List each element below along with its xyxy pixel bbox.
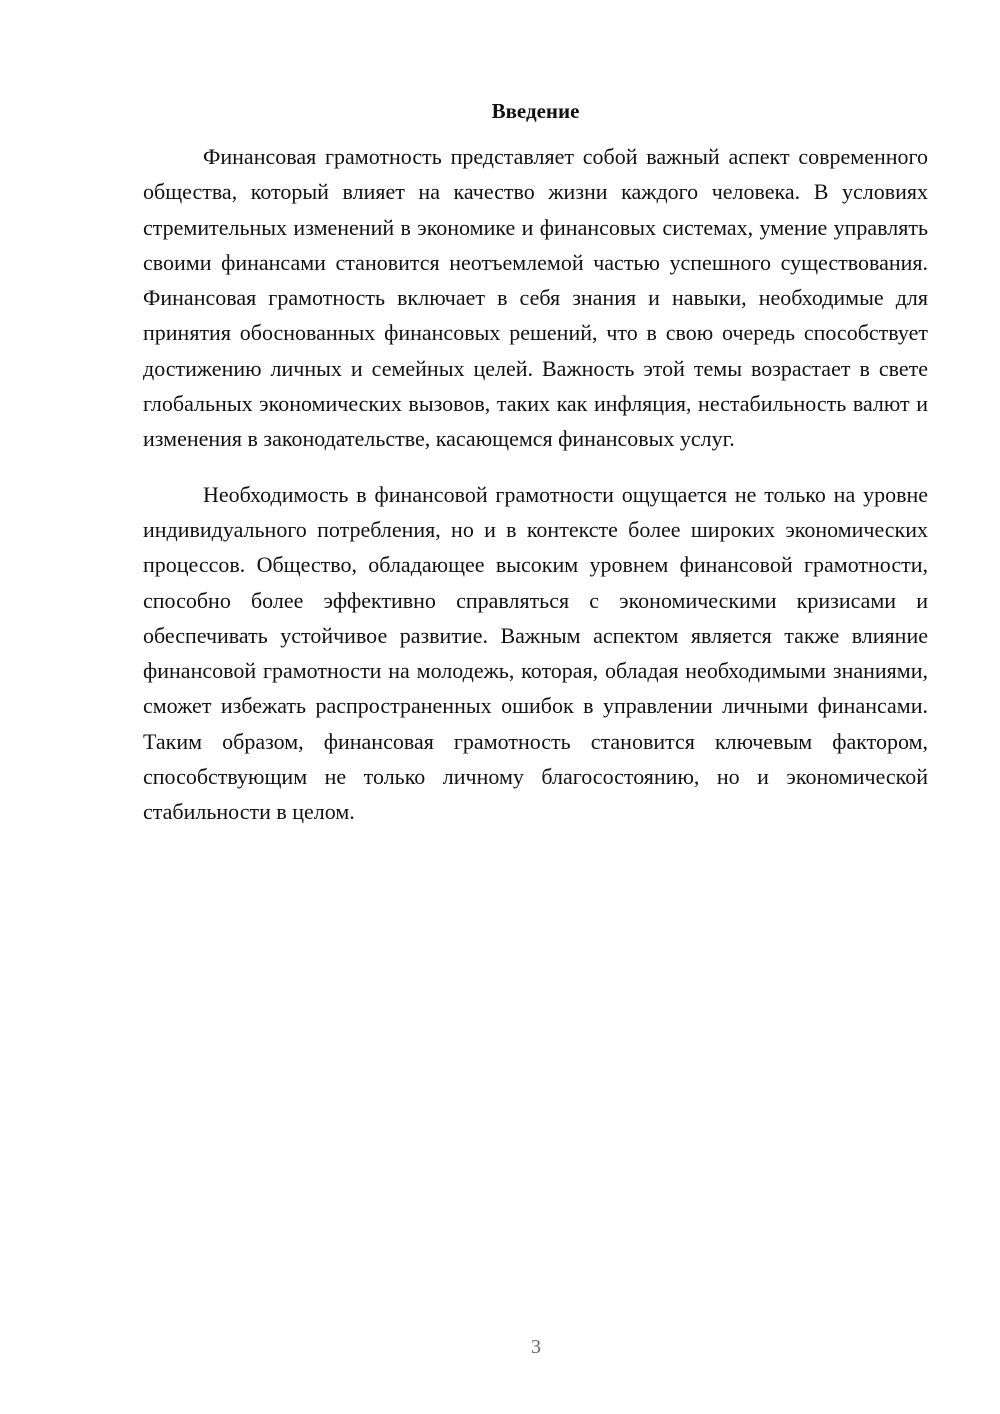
paragraph-necessity: Необходимость в финансовой грамотности ощущается не только на уровне индивидуального потребления, но и в контексте более широких экономических процессов. Общество, обладающее высоким уровнем финансовой грамотности, способно более эффективно справляться с экономическими кризисами и обеспечивать устойчивое развитие. Важным аспектом является также влияние финансовой грамотности на молодежь, которая, обладая необходимыми знаниями, сможет избежать распространенных ошибок в управлении личными финансами. Таким образом, финансовая грамотность становится ключевым фактором, способствующим не только личному благосостоянию, но и экономической стабильности в целом. [143,481,928,825]
page-number: 3 [531,1336,541,1358]
section-title: Введение [491,99,580,123]
paragraph-intro: Финансовая грамотность представляет собой важный аспект современного общества, который влияет на качество жизни каждого человека. В условиях стремительных изменений в экономике и финансовых системах, умение управлять своими финансами становится неотъемлемой частью успешного существования. Финансовая грамотность включает в себя знания и навыки, необходимые для принятия обоснованных финансовых решений, что в свою очередь способствует достижению личных и семейных целей. Важность этой темы возрастает в свете глобальных экономических вызовов, таких как инфляция, нестабильность валют и изменения в законодательстве, касающемся финансовых услуг. [143,144,928,452]
page-content [143,95,928,830]
